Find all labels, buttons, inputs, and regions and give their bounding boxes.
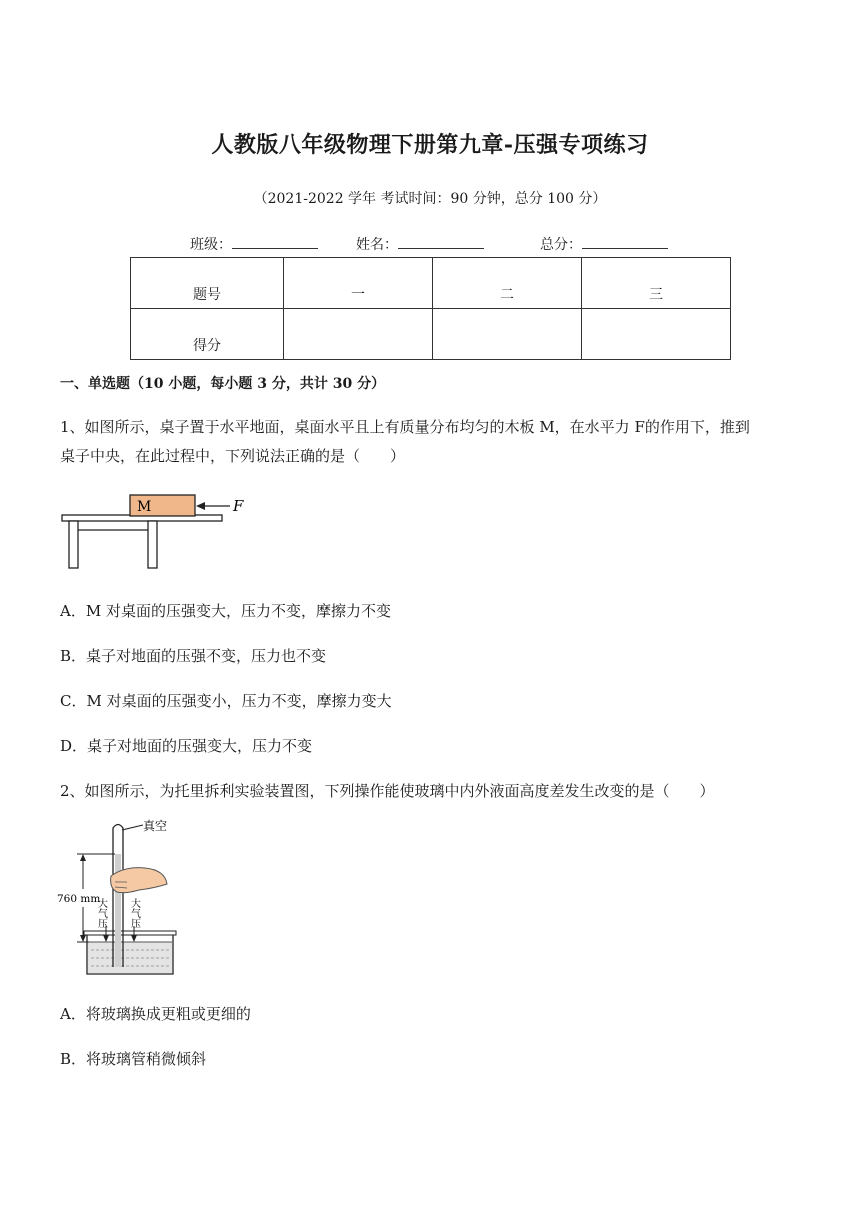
- block-m-label: M: [137, 499, 152, 515]
- height-label: 760 mm: [57, 893, 101, 905]
- pressure-label-right: 大气压: [128, 898, 140, 928]
- vacuum-label: 真空: [143, 819, 168, 833]
- question-2-line-1: 2、如图所示，为托里拆利实验装置图，下列操作能使玻璃中内外液面高度差发生改变的是（ ）: [60, 782, 715, 800]
- name-field: [356, 234, 484, 254]
- score-row: [131, 309, 731, 360]
- q2-option-a: A．将玻璃换成更粗或更细的: [60, 1005, 251, 1023]
- force-arrowhead: [196, 502, 205, 510]
- table-leg-left: [69, 521, 78, 568]
- pressure-arrowhead-right: [131, 935, 137, 942]
- q2-option-b: B．将玻璃管稍微倾斜: [60, 1050, 207, 1068]
- pressure-label-left: 大气压: [95, 898, 107, 928]
- score-table: [130, 257, 731, 360]
- column-3: 三: [582, 258, 731, 309]
- vacuum-leader: [122, 825, 143, 830]
- section-heading: 一、单选题（10 小题，每小题 3 分，共计 30 分）: [60, 376, 386, 392]
- pressure-arrowhead-left: [103, 935, 109, 942]
- height-arrow-up: [80, 854, 86, 861]
- score-cell-2: [433, 309, 582, 360]
- question-2: [60, 777, 805, 806]
- force-label: F: [233, 497, 244, 515]
- score-cell-3: [582, 309, 731, 360]
- name-blank: [398, 234, 484, 249]
- exam-subtitle: （2021-2022 学年 考试时间：90 分钟，总分 100 分）: [253, 191, 607, 207]
- basin-liquid: [88, 942, 172, 973]
- question-number-row: [131, 258, 731, 309]
- q1-option-a: A．M 对桌面的压强变大，压力不变，摩擦力不变: [60, 602, 391, 620]
- torricelli-figure: [55, 818, 205, 980]
- q1-option-c: C．M 对桌面的压强变小，压力不变，摩擦力变大: [60, 692, 392, 710]
- question-number-header: 题号: [131, 258, 284, 309]
- total-field: [540, 234, 668, 254]
- column-2: 二: [433, 258, 582, 309]
- score-header: 得分: [131, 309, 284, 360]
- class-blank: [232, 234, 318, 249]
- hand: [111, 868, 167, 893]
- name-label: 姓名：: [356, 237, 398, 253]
- page-title: 人教版八年级物理下册第九章-压强专项练习: [211, 132, 649, 158]
- basin-rim: [84, 931, 176, 935]
- score-cell-1: [284, 309, 433, 360]
- column-1: 一: [284, 258, 433, 309]
- class-label: 班级：: [190, 237, 232, 253]
- class-field: [190, 234, 318, 254]
- question-1-line-2: 桌子中央，在此过程中，下列说法正确的是（ ）: [60, 447, 406, 465]
- total-blank: [582, 234, 668, 249]
- q1-option-b: B．桌子对地面的压强不变，压力也不变: [60, 647, 327, 665]
- question-1: [60, 413, 805, 471]
- table-leg-right: [148, 521, 157, 568]
- question-1-line-1: 1、如图所示，桌子置于水平地面，桌面水平且上有质量分布均匀的木板 M，在水平力 F的作用下，推到: [60, 418, 750, 436]
- q1-option-d: D．桌子对地面的压强变大，压力不变: [60, 737, 313, 755]
- height-arrow-down: [80, 935, 86, 942]
- total-label: 总分：: [540, 237, 582, 253]
- table-block-figure: [55, 490, 255, 572]
